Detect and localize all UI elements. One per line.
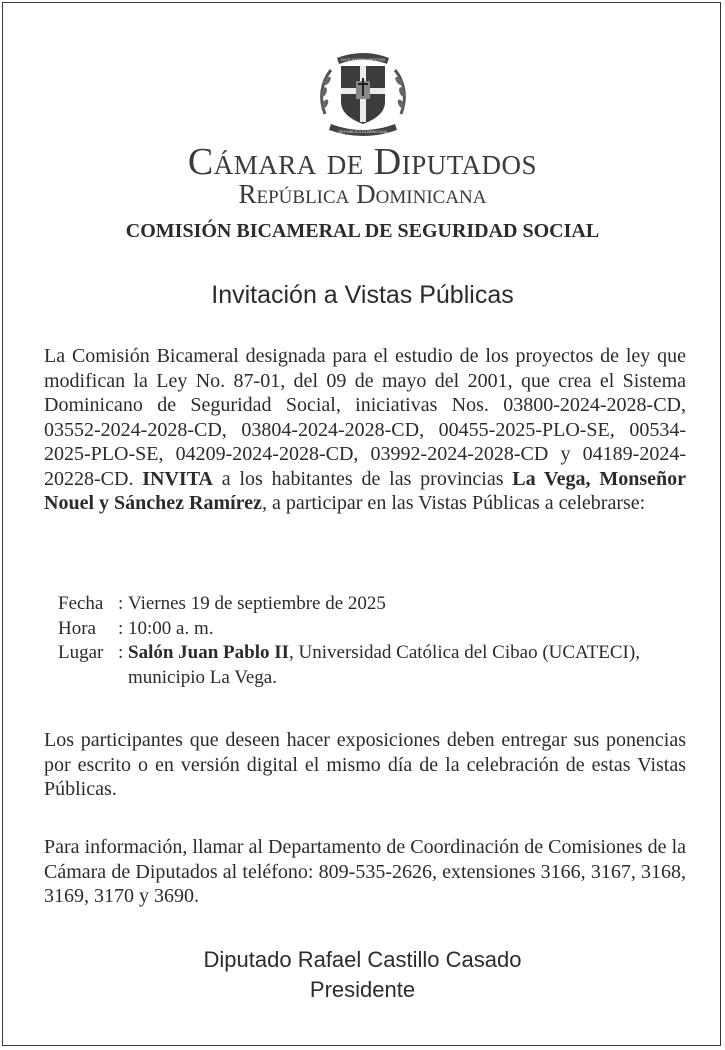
country-name: República Dominicana [238,179,487,209]
provinces-list: La Vega, Monseñor Nouel y Sánchez Ramírez [44,467,686,514]
time-label: Hora [58,617,96,639]
intro-end-text: , a participar en las Vistas Públicas a celebrarse: [261,492,646,514]
place-label: Lugar [58,642,104,663]
place-row [58,641,688,690]
commission-name: COMISIÓN BICAMERAL DE SEGURIDAD SOCIAL [125,220,600,242]
svg-text:REPÚBLICA DOMINICANA: REPÚBLICA DOMINICANA [338,129,388,134]
time-separator: : [118,617,124,639]
date-row [58,592,688,617]
event-details [58,592,688,690]
venue-name: Salón Juan Pablo II [128,642,290,663]
intro-text: La Comisión Bicameral designada para el estudio de los proyectos de ley que modifican la Ley No. 87-01, del 09 de mayo del 2001, que crea el Sistema Dominicano de Seguridad Social, iniciativas Nos. 03800-2024-2028-CD, 03552-2024-2028-CD, 03804-2024-2028-CD, 00455-2025-PLO-SE, 00534-2025-PLO-SE, 04209-2024-2028-CD, 03992-2024-2028-CD y 04189-2024-20228-CD. [44,345,686,490]
info-paragraph: Para información, llamar al Departamento de Coordinación de Comisiones de la Cámara de Diputados al teléfono: 809-535-2626, extensiones 3166, 3167, 3168, 3169, 3170 y 3690. [44,836,686,907]
intro-mid-text: a los habitantes de las provincias [213,467,513,490]
date-separator: : [118,593,124,614]
page-title: Invitación a Vistas Públicas [211,281,514,309]
time-value: 10:00 a. m. [128,617,214,639]
participants-paragraph: Los participantes que deseen hacer exposiciones deben entregar sus ponencias por escrito o en versión digital el mismo día de la celebración de estas Vistas Públicas. [44,729,686,800]
coat-of-arms-icon [315,44,411,140]
date-label: Fecha [58,593,104,614]
venue-address: , Universidad Católica del Cibao (UCATECI), municipio La Vega. [128,642,640,688]
time-row [58,617,688,642]
place-separator: : [118,642,124,663]
intro-paragraph [44,344,686,516]
invita-word: INVITA [142,467,214,490]
svg-text:DIOS PATRIA LIBERTAD: DIOS PATRIA LIBERTAD [340,57,386,62]
place-value [128,641,688,690]
signatory-name: Diputado Rafael Castillo Casado [203,947,522,972]
institution-name: Cámara de Diputados [187,141,538,183]
signatory-role: Presidente [309,977,416,1002]
date-value: Viernes 19 de septiembre de 2025 [128,593,386,614]
signature-block [0,945,725,1005]
